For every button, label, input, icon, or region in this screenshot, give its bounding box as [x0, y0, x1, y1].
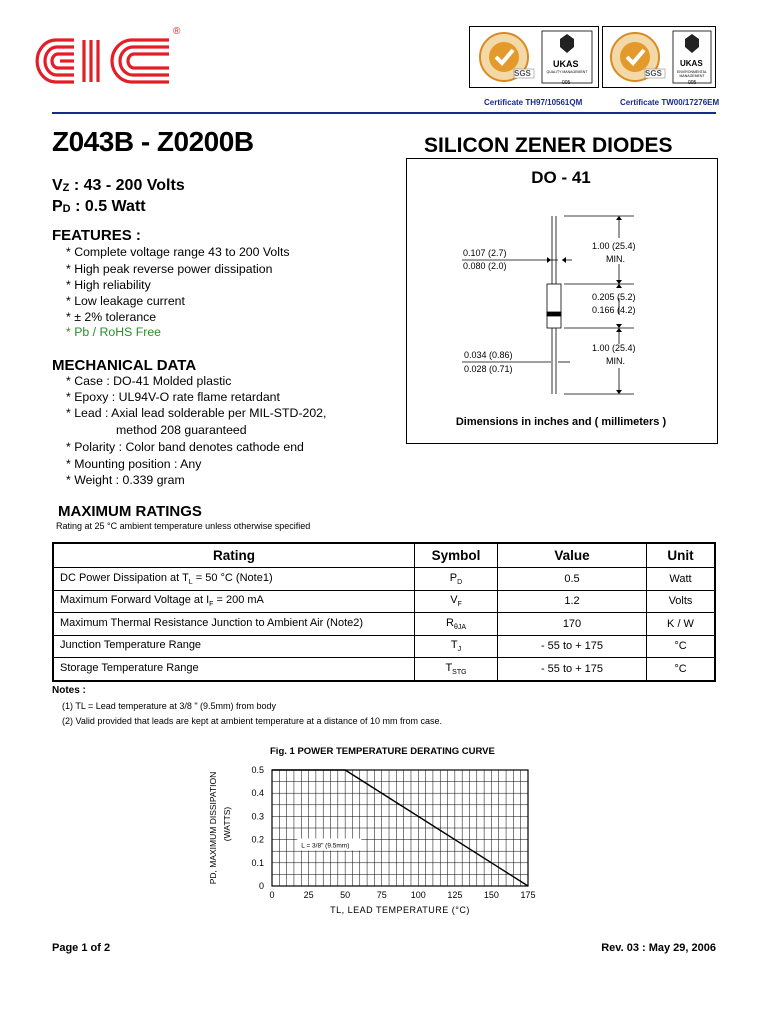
unit-cell: Watt: [647, 568, 716, 591]
mechanical-item: method 208 guaranteed: [116, 423, 247, 437]
rating-cell: Storage Temperature Range: [53, 658, 415, 681]
symbol-cell: $P_D$: [415, 568, 498, 591]
table-row: [53, 613, 715, 636]
x-tick-label: 125: [447, 890, 463, 900]
ukas-code-2: 005: [688, 80, 697, 86]
value-cell: - 55 to + 175: [498, 658, 647, 681]
note-item: (2) Valid provided that leads are kept at ambient temperature at a distance of 10 mm from case.: [62, 716, 443, 726]
table-row: [53, 658, 715, 681]
ukas-label: UKAS: [553, 59, 579, 69]
package-caption: Dimensions in inches and ( millimeters ): [455, 416, 667, 428]
registered-mark: ®: [173, 26, 181, 37]
ukas-code: 005: [562, 80, 571, 86]
wire-diameter-min: 0.028 (0.71): [464, 364, 513, 374]
rating-cell: Maximum Forward Voltage at $I_F = 200$ mA: [53, 590, 415, 613]
value-cell: 0.5: [498, 568, 647, 591]
vz-spec: $V_Z$ : 43 - 200 Volts: [52, 177, 185, 194]
page-title: Z043B - Z0200B: [52, 126, 254, 157]
column-header-value: Value: [498, 543, 647, 568]
x-axis-label: TL, LEAD TEMPERATURE (°C): [330, 905, 470, 915]
ratings-table-body: [53, 568, 715, 681]
rating-cell: Maximum Thermal Resistance Junction to Ambient Air (Note2): [53, 613, 415, 636]
feature-item: * High reliability: [66, 278, 151, 292]
mechanical-heading: MECHANICAL DATA: [52, 357, 197, 374]
note-item: (1) TL = Lead temperature at 3/8 " (9.5mm) from body: [62, 701, 277, 711]
y-tick-label: 0.2: [251, 834, 264, 845]
mechanical-item: * Weight : 0.339 gram: [66, 473, 185, 487]
unit-cell: K / W: [647, 613, 716, 636]
mechanical-item: * Mounting position : Any: [66, 457, 202, 471]
top-lead-length: 1.00 (25.4): [592, 241, 636, 251]
ratings-heading: MAXIMUM RATINGS: [58, 503, 202, 520]
feature-item-rohs: * Pb / RoHS Free: [66, 325, 161, 339]
y-tick-label: 0.3: [251, 811, 264, 822]
bottom-lead-length: 1.00 (25.4): [592, 343, 636, 353]
sgs-seal-label-2: SGS: [645, 69, 662, 78]
certification-badge-2: [602, 26, 716, 88]
feature-item: * ± 2% tolerance: [66, 310, 157, 324]
table-header-row: [53, 543, 715, 568]
derating-chart: [200, 758, 560, 918]
mechanical-item: * Polarity : Color band denotes cathode end: [66, 440, 304, 454]
unit-cell: °C: [647, 658, 716, 681]
certification-badge-1: [469, 26, 599, 88]
pd-spec: $P_D$ : 0.5 Watt: [52, 198, 146, 215]
page-number: Page 1 of 2: [52, 942, 111, 954]
y-axis-unit: (WATTS): [222, 806, 232, 842]
column-header-rating: Rating: [53, 543, 415, 568]
features-heading: FEATURES :: [52, 227, 141, 244]
x-tick-label: 0: [269, 890, 275, 900]
unit-cell: Volts: [647, 590, 716, 613]
eic-logo: [34, 28, 184, 94]
x-tick-label: 150: [483, 890, 499, 900]
body-length-max: 0.205 (5.2): [592, 292, 636, 302]
table-row: [53, 635, 715, 658]
mechanical-item: * Lead : Axial lead solderable per MIL-STD-202,: [66, 406, 327, 420]
chart-annotation: L = 3/8" (9.5mm): [301, 842, 350, 850]
symbol-cell: $T_{STG}$: [415, 658, 498, 681]
top-lead-min: MIN.: [606, 254, 625, 264]
unit-cell: °C: [647, 635, 716, 658]
value-cell: 1.2: [498, 590, 647, 613]
value-cell: 170: [498, 613, 647, 636]
x-tick-label: 25: [303, 890, 314, 900]
column-header-symbol: Symbol: [415, 543, 498, 568]
package-drawing: [406, 158, 716, 442]
y-axis-label: PD, MAXIMUM DISSIPATION: [208, 771, 218, 885]
revision-date: Rev. 03 : May 29, 2006: [601, 942, 716, 954]
lead-diameter-max: 0.107 (2.7): [463, 248, 507, 258]
certificate-number-1: Certificate TH97/10561QM: [484, 98, 583, 107]
ukas-sub-label-2: ENVIRONMENTAL MANAGEMENT: [677, 70, 707, 78]
wire-diameter-max: 0.034 (0.86): [464, 350, 513, 360]
sgs-seal-label: SGS: [514, 69, 531, 78]
y-tick-label: 0.5: [251, 765, 264, 775]
y-tick-label: 0: [258, 881, 264, 891]
table-row: [53, 590, 715, 613]
x-tick-label: 50: [340, 890, 351, 900]
bottom-lead-min: MIN.: [606, 356, 625, 366]
table-row: [53, 568, 715, 591]
symbol-cell: $R_{\theta JA}$: [415, 613, 498, 636]
symbol-cell: $T_J$: [415, 635, 498, 658]
mechanical-item: * Case : DO-41 Molded plastic: [66, 374, 232, 388]
body-length-min: 0.166 (4.2): [592, 305, 636, 315]
product-category: SILICON ZENER DIODES: [424, 134, 673, 157]
header-divider: [52, 112, 716, 114]
feature-item: * Low leakage current: [66, 294, 185, 308]
rating-cell: DC Power Dissipation at $T_L = 50$ °C (Note1): [53, 568, 415, 591]
ratings-condition: Rating at 25 °C ambient temperature unless otherwise specified: [56, 521, 311, 531]
x-tick-label: 175: [520, 890, 536, 900]
chart-title: Fig. 1 POWER TEMPERATURE DERATING CURVE: [270, 746, 495, 757]
package-name: DO - 41: [531, 168, 591, 187]
derating-chart-svg: [200, 758, 560, 918]
x-tick-label: 75: [376, 890, 387, 900]
column-header-unit: Unit: [647, 543, 716, 568]
notes-heading: Notes :: [52, 685, 86, 696]
y-tick-label: 0.4: [251, 788, 264, 799]
y-tick-label: 0.1: [251, 857, 264, 868]
rating-cell: Junction Temperature Range: [53, 635, 415, 658]
symbol-cell: $V_F$: [415, 590, 498, 613]
feature-item: * High peak reverse power dissipation: [66, 262, 273, 276]
lead-diameter-min: 0.080 (2.0): [463, 261, 507, 271]
ukas-sub-label: QUALITY MANAGEMENT: [546, 70, 588, 74]
ratings-table: [52, 542, 716, 682]
certificate-number-2: Certificate TW00/17276EM: [620, 98, 720, 107]
x-tick-label: 100: [410, 890, 426, 900]
feature-item: * Complete voltage range 43 to 200 Volts: [66, 245, 290, 259]
mechanical-item: * Epoxy : UL94V-O rate flame retardant: [66, 390, 280, 404]
ukas-label-2: UKAS: [680, 59, 703, 68]
value-cell: - 55 to + 175: [498, 635, 647, 658]
